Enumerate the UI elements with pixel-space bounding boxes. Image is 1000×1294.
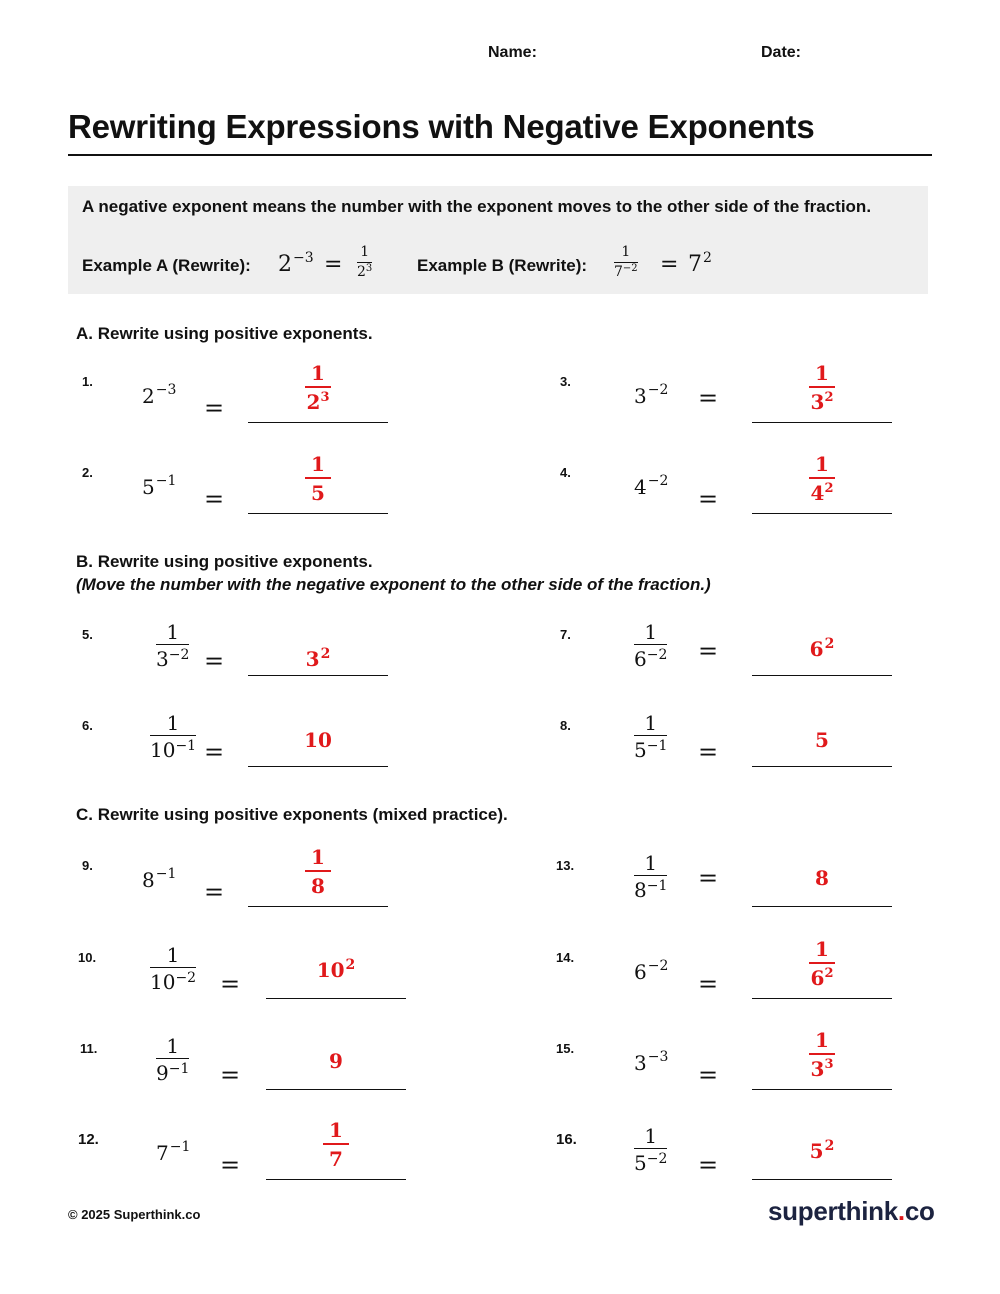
- problem-expression: 1 $6^{-2}$: [634, 620, 668, 671]
- problem-number: 5.: [82, 627, 93, 642]
- page-title: Rewriting Expressions with Negative Exponents: [68, 108, 932, 156]
- example-a-label: Example A (Rewrite):: [82, 256, 251, 275]
- intro-box: [68, 186, 928, 294]
- problem-expression: $4^{-2}$: [634, 473, 669, 499]
- answer: 1 $3^2$: [810, 361, 834, 414]
- problem-12: [78, 1118, 438, 1211]
- problem-expression: $6^{-2}$: [634, 958, 669, 984]
- answer-line[interactable]: [752, 1179, 892, 1180]
- example-b-label: Example B (Rewrite):: [417, 256, 588, 275]
- equals-sign: =: [204, 485, 225, 513]
- problem-number: 8.: [560, 718, 571, 733]
- answer: 1 8: [248, 846, 388, 897]
- problem-expression: $8^{-1}$: [142, 866, 177, 892]
- problem-7: [560, 620, 920, 707]
- problem-number: 11.: [80, 1041, 98, 1056]
- answer: $3^2$: [305, 646, 331, 671]
- example-a-equals: =: [324, 252, 343, 277]
- equals-sign: =: [698, 384, 719, 412]
- problem-expression: 1 $5^{-2}$: [634, 1124, 668, 1175]
- equals-sign: =: [698, 970, 719, 998]
- problem-5: [82, 620, 442, 707]
- problem-number: 7.: [560, 627, 571, 642]
- equals-sign: =: [698, 1061, 719, 1089]
- intro-text: A negative exponent means the number with the exponent moves to the other side of the fraction.: [82, 197, 872, 216]
- problem-3: [560, 361, 920, 454]
- answer: 10: [304, 728, 332, 752]
- example-b-lhs: 1 $7^{-2}$: [614, 244, 638, 280]
- answer: 1 $4^2$: [810, 452, 834, 505]
- problem-expression: $5^{-1}$: [142, 473, 177, 499]
- answer-line[interactable]: [752, 422, 892, 423]
- equals-sign: =: [698, 637, 719, 665]
- problem-number: 2.: [82, 465, 93, 480]
- name-label: Name:: [488, 44, 537, 61]
- superthink-logo: superthink.co: [768, 1196, 935, 1226]
- problem-expression: 1 $3^{-2}$: [156, 620, 190, 671]
- problem-9: [82, 845, 442, 938]
- problem-15: [556, 1028, 916, 1121]
- problem-10: [78, 943, 438, 1030]
- problem-expression: $7^{-1}$: [156, 1139, 191, 1165]
- answer-line[interactable]: [248, 766, 388, 767]
- examples-row: [82, 244, 914, 290]
- section-c-title: C. Rewrite using positive exponents (mixed practice).: [76, 805, 508, 824]
- problem-8: [560, 711, 920, 798]
- answer-line[interactable]: [248, 422, 388, 423]
- date-label: Date:: [761, 44, 802, 61]
- problem-number: 1.: [82, 374, 93, 389]
- answer-line[interactable]: [266, 998, 406, 999]
- equals-sign: =: [698, 864, 719, 892]
- equals-sign: =: [220, 1151, 241, 1179]
- problem-number: 15.: [556, 1041, 575, 1056]
- problem-expression: 1 $5^{-1}$: [634, 711, 668, 762]
- problem-14: [556, 937, 916, 1030]
- answer-line[interactable]: [248, 906, 388, 907]
- answer-line[interactable]: [248, 513, 388, 514]
- answer: 5: [815, 728, 829, 752]
- equals-sign: =: [698, 485, 719, 513]
- problem-6: [82, 711, 442, 798]
- problem-2: [82, 452, 442, 545]
- section-b-title: B. Rewrite using positive exponents.: [76, 552, 373, 571]
- example-b-rhs: $7^2$: [688, 250, 712, 277]
- problem-number: 12.: [78, 1131, 99, 1148]
- problem-expression: $2^{-3}$: [142, 382, 177, 408]
- problem-11: [80, 1034, 440, 1121]
- example-b-equals: =: [660, 252, 679, 277]
- equals-sign: =: [204, 738, 225, 766]
- equals-sign: =: [220, 1061, 241, 1089]
- section-a-title: A. Rewrite using positive exponents.: [76, 324, 373, 343]
- equals-sign: =: [204, 647, 225, 675]
- problem-number: 10.: [78, 950, 97, 965]
- problem-number: 13.: [556, 858, 575, 873]
- problem-number: 14.: [556, 950, 575, 965]
- answer-line[interactable]: [752, 1089, 892, 1090]
- answer-line[interactable]: [266, 1179, 406, 1180]
- answer: 1 $3^3$: [810, 1028, 834, 1081]
- example-a-lhs: $2^{-3}$: [278, 250, 314, 277]
- answer-line[interactable]: [752, 998, 892, 999]
- answer: 1 7: [266, 1119, 406, 1170]
- answer-line[interactable]: [752, 675, 892, 676]
- answer: $10^2$: [316, 957, 356, 982]
- equals-sign: =: [204, 878, 225, 906]
- copyright: © 2025 Superthink.co: [68, 1207, 201, 1222]
- problem-expression: $3^{-2}$: [634, 382, 669, 408]
- problem-number: 6.: [82, 718, 93, 733]
- answer: $6^2$: [809, 636, 835, 661]
- problem-number: 4.: [560, 465, 571, 480]
- answer-line[interactable]: [248, 675, 388, 676]
- problem-number: 3.: [560, 374, 571, 389]
- problem-4: [560, 452, 920, 545]
- equals-sign: =: [698, 1151, 719, 1179]
- problem-number: 16.: [556, 1131, 577, 1148]
- example-a-rhs: 1 $2^3$: [357, 244, 373, 280]
- answer: 9: [329, 1049, 343, 1073]
- problem-13: [556, 851, 916, 938]
- answer-line[interactable]: [266, 1089, 406, 1090]
- answer: 1 5: [248, 453, 388, 504]
- section-b-subtitle: (Move the number with the negative exponent to the other side of the fraction.): [76, 575, 711, 594]
- answer-line[interactable]: [752, 906, 892, 907]
- answer: 1 $2^3$: [306, 361, 330, 414]
- equals-sign: =: [698, 738, 719, 766]
- equals-sign: =: [220, 970, 241, 998]
- problem-expression: $3^{-3}$: [634, 1049, 669, 1075]
- answer: 8: [815, 866, 829, 890]
- problem-expression: 1 $10^{-1}$: [150, 711, 197, 762]
- answer: $5^2$: [809, 1138, 835, 1163]
- answer-line[interactable]: [752, 513, 892, 514]
- answer-line[interactable]: [752, 766, 892, 767]
- problem-1: [82, 361, 442, 454]
- problem-number: 9.: [82, 858, 93, 873]
- answer: 1 $6^2$: [810, 937, 834, 990]
- problem-expression: 1 $9^{-1}$: [156, 1034, 190, 1085]
- problem-expression: 1 $8^{-1}$: [634, 851, 668, 902]
- problem-expression: 1 $10^{-2}$: [150, 943, 197, 994]
- equals-sign: =: [204, 394, 225, 422]
